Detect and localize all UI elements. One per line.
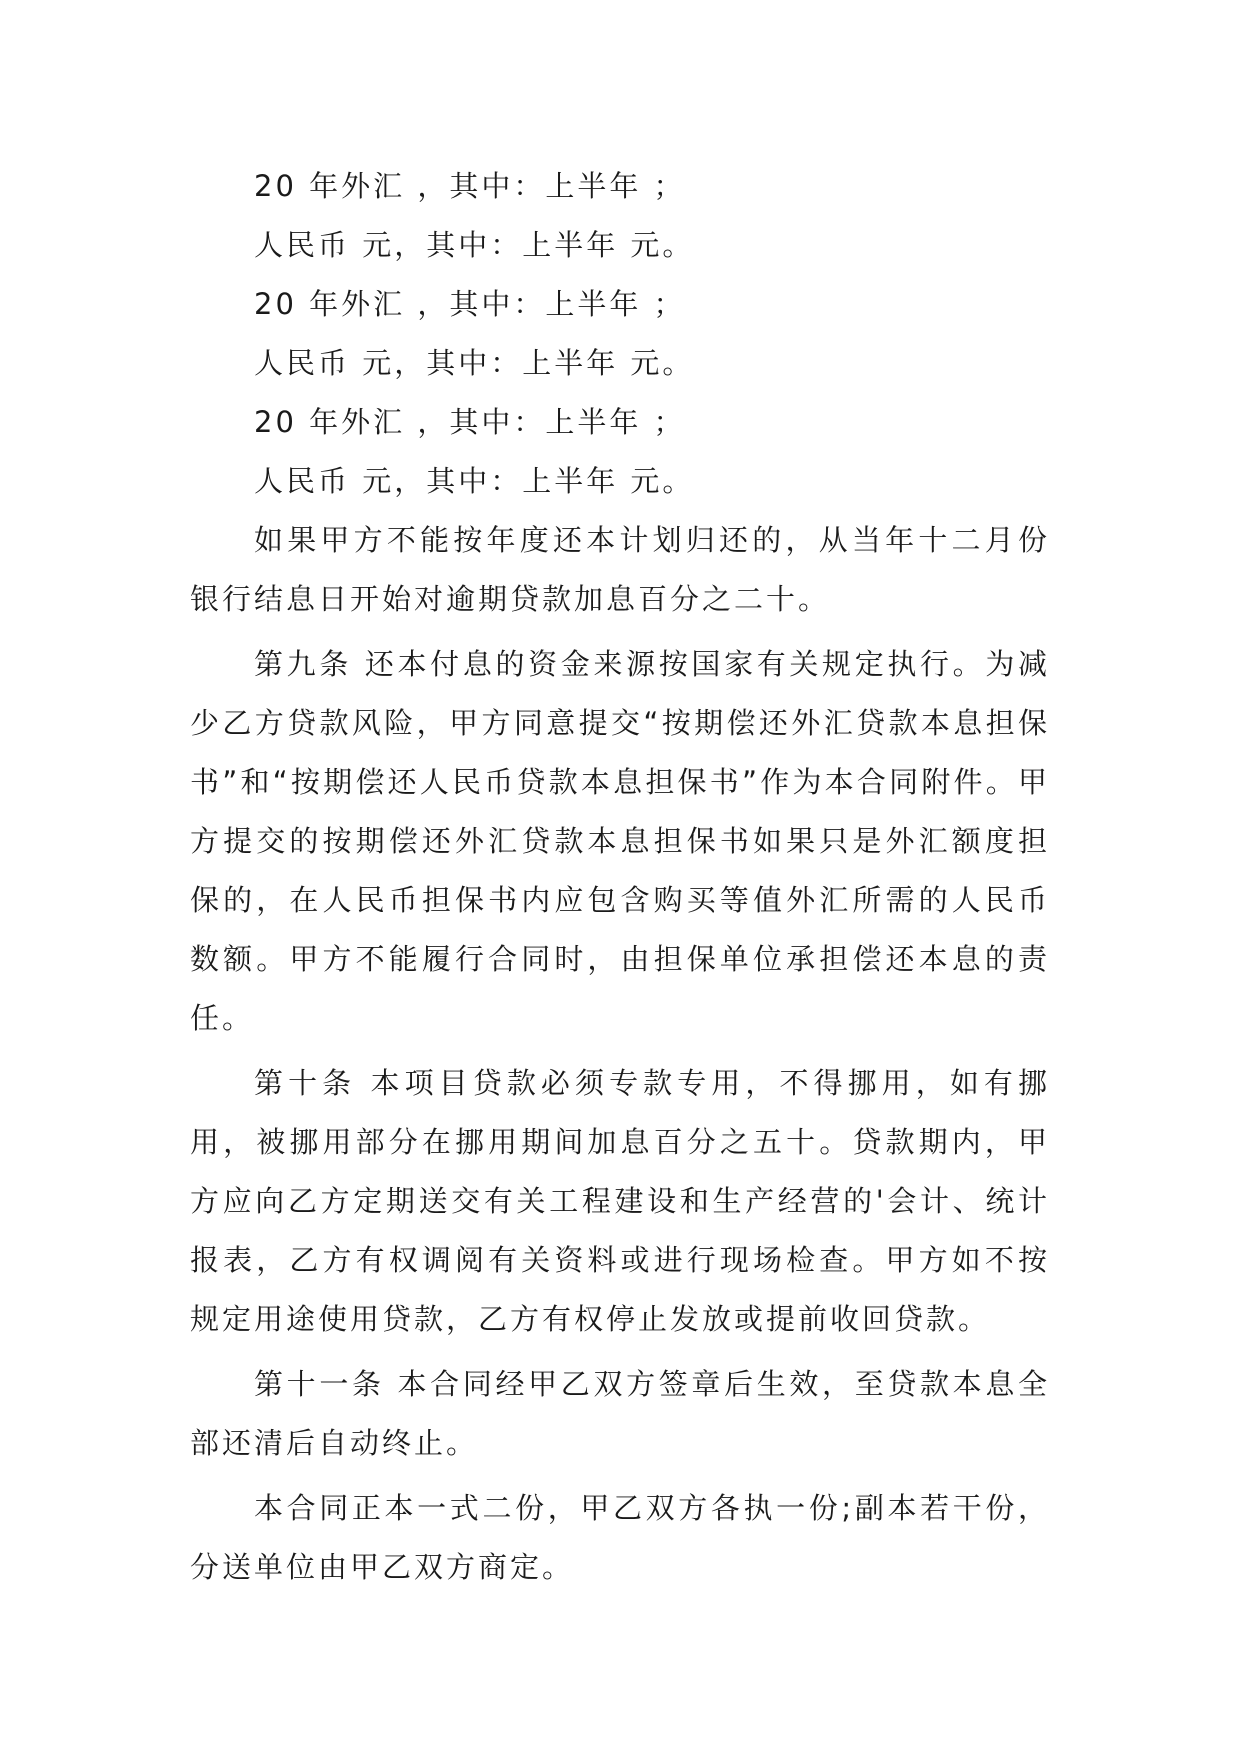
repayment-line-4: 人民币 元，其中：上半年 元。 [254, 346, 695, 380]
article-11-paragraph: 第十一条 本合同经甲乙双方签章后生效，至贷款本息全部还清后自动终止。 [190, 1367, 1050, 1460]
repayment-line-6: 人民币 元，其中：上半年 元。 [254, 464, 695, 498]
overdue-paragraph: 如果甲方不能按年度还本计划归还的，从当年十二月份银行结息日开始对逾期贷款加息百分之二十。 [190, 523, 1050, 616]
repayment-line-2: 人民币 元，其中：上半年 元。 [254, 228, 695, 262]
article-9-paragraph: 第九条 还本付息的资金来源按国家有关规定执行。为减少乙方贷款风险，甲方同意提交“按期偿还外汇贷款本息担保书”和“按期偿还人民币贷款本息担保书”作为本合同附件。甲方提交的按期偿还外汇贷款本息担保书如果只是外汇额度担保的，在人民币担保书内应包含购买等值外汇所需的人民币数额。甲方不能履行合同时，由担保单位承担偿还本息的责任。 [190, 647, 1050, 1035]
document-body [190, 157, 1050, 1597]
repayment-line-5: 20 年外汇 ，其中：上半年 ； [254, 405, 686, 439]
repayment-line-3: 20 年外汇 ，其中：上半年 ； [254, 287, 686, 321]
article-10-paragraph: 第十条 本项目贷款必须专款专用，不得挪用，如有挪用，被挪用部分在挪用期间加息百分之五十。贷款期内，甲方应向乙方定期送交有关工程建设和生产经营的'会计、统计报表，乙方有权调阅有关资料或进行现场检查。甲方如不按规定用途使用贷款，乙方有权停止发放或提前收回贷款。 [190, 1066, 1050, 1336]
repayment-line-1: 20 年外汇 ，其中：上半年 ； [254, 169, 686, 203]
copies-paragraph: 本合同正本一式二份，甲乙双方各执一份;副本若干份，分送单位由甲乙双方商定。 [190, 1491, 1050, 1584]
